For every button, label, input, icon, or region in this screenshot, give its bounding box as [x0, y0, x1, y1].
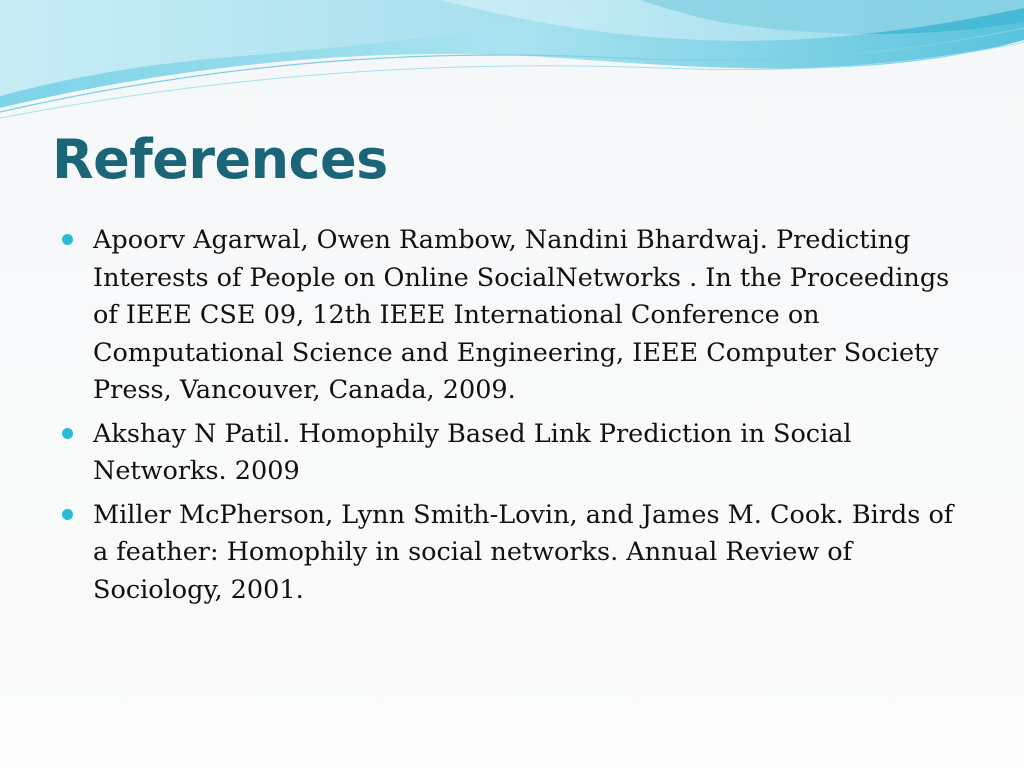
reference-text: Akshay N Patil. Homophily Based Link Prediction in Social Networks. 2009: [93, 418, 852, 486]
bullet-icon: [62, 428, 73, 439]
slide-title: References: [52, 128, 388, 191]
reference-text: Apoorv Agarwal, Owen Rambow, Nandini Bhardwaj. Predicting Interests of People on Online SocialNetworks . In the Proceedings of IEEE CSE 09, 12th IEEE International Conference on Computational Science and Engineering, IEEE Computer Society Press, Vancouver, Canada, 2009.: [93, 225, 950, 405]
reference-text: Miller McPherson, Lynn Smith-Lovin, and James M. Cook. Birds of a feather: Homophily in social networks. Annual Review of Sociology, 2001.: [93, 499, 954, 605]
reference-item: [62, 416, 962, 491]
header-wave-decoration: [0, 0, 1024, 130]
reference-item: [62, 497, 962, 610]
reference-list: [62, 222, 962, 615]
reference-item: [62, 222, 962, 410]
bullet-icon: [62, 509, 73, 520]
bullet-icon: [62, 234, 73, 245]
